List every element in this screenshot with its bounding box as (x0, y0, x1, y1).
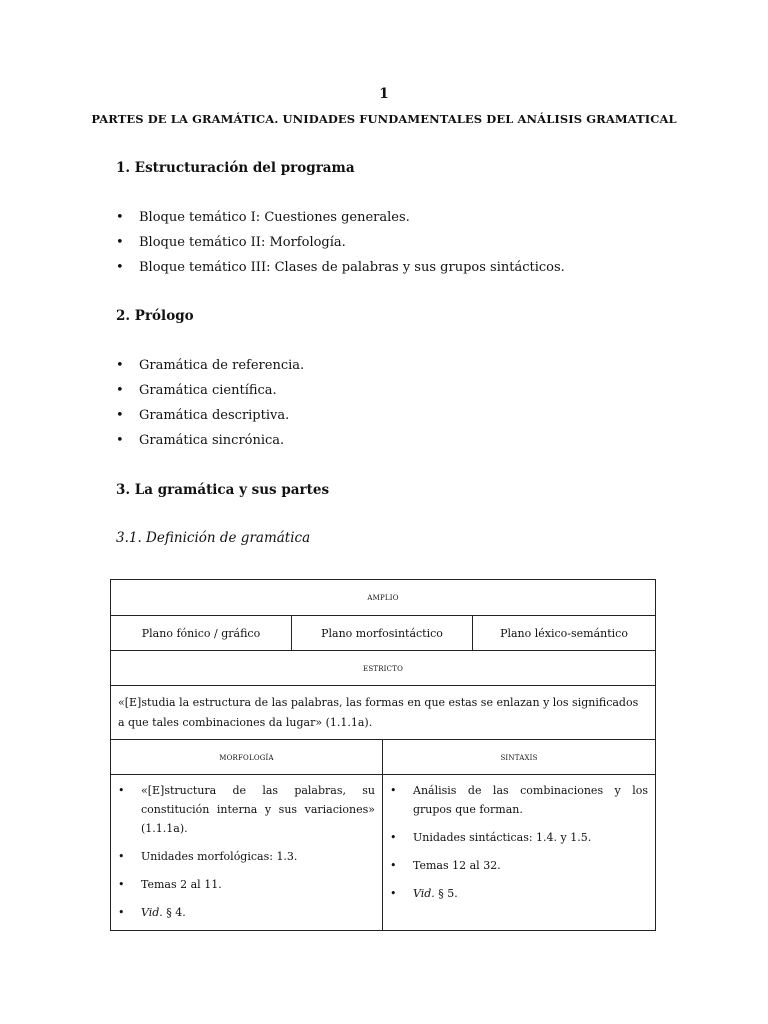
list-item: • Bloque temático I: Cuestiones generales. (116, 205, 565, 230)
vid-label: Vid. (413, 887, 435, 900)
table-row (111, 686, 656, 740)
table-row (111, 580, 656, 616)
chapter-title: PARTES DE LA GRAMÁTICA. UNIDADES FUNDAMENTALES DEL ANÁLISIS GRAMATICAL (91, 112, 677, 126)
list-item: • Temas 12 al 32. (390, 856, 648, 875)
list-item (390, 884, 648, 903)
list-item: • Gramática científica. (116, 378, 304, 403)
section-1-heading: 1. Estructuración del programa (116, 160, 355, 176)
sintaxis-list (390, 775, 648, 911)
list-item: • Gramática de referencia. (116, 353, 304, 378)
list-item: • Bloque temático II: Morfología. (116, 230, 565, 255)
vid-reference: § 4. (162, 906, 186, 919)
chapter-number: 1 (379, 86, 389, 102)
section-3-heading: 3. La gramática y sus partes (116, 482, 330, 498)
list-item: • Bloque temático III: Clases de palabras y sus grupos sintácticos. (116, 255, 565, 280)
table-row (111, 775, 656, 931)
morfologia-header: morfología (111, 740, 383, 775)
vid-label: Vid. (141, 906, 163, 919)
list-item: • Unidades morfológicas: 1.3. (118, 847, 375, 866)
list-item: • Gramática descriptiva. (116, 403, 304, 428)
morfologia-cell (111, 775, 383, 931)
section-1-list (116, 205, 565, 280)
list-item: • Unidades sintácticas: 1.4. y 1.5. (390, 828, 648, 847)
list-item: • Gramática sincrónica. (116, 428, 304, 453)
plano-fonico-cell: Plano fónico / gráfico (111, 616, 292, 651)
list-item: • Temas 2 al 11. (118, 875, 375, 894)
table-row (111, 651, 656, 686)
section-2-heading: 2. Prólogo (116, 308, 194, 324)
vid-reference: § 5. (434, 887, 458, 900)
sintaxis-header: sintaxis (383, 740, 656, 775)
morfologia-list (118, 775, 375, 930)
table-row (111, 616, 656, 651)
section-3-1-subheading: 3.1. Definición de gramática (116, 530, 311, 546)
plano-lexico-cell: Plano léxico-semántico (473, 616, 656, 651)
estricto-header: estricto (111, 651, 656, 686)
section-2-list (116, 353, 304, 453)
amplio-header: amplio (111, 580, 656, 616)
list-item (118, 903, 375, 922)
grammar-definition-table (110, 579, 656, 931)
plano-morfosintactico-cell: Plano morfosintáctico (292, 616, 473, 651)
sintaxis-cell (383, 775, 656, 931)
list-item: • «[E]structura de las palabras, su constitución interna y sus variaciones» (1.1.1a). (118, 781, 375, 838)
estricto-definition: «[E]studia la estructura de las palabras, las formas en que estas se enlazan y los significados a que tales combinaciones da lugar» (1.1.1a). (111, 686, 656, 740)
list-item: • Análisis de las combinaciones y los grupos que forman. (390, 781, 648, 819)
table-row (111, 740, 656, 775)
